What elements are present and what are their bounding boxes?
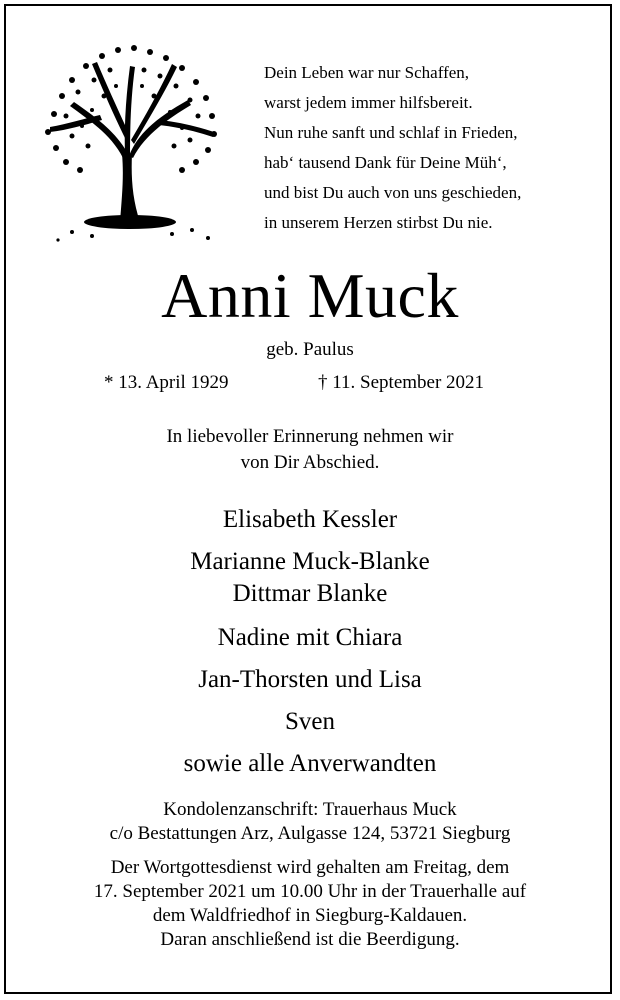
family-member: Nadine mit Chiara (217, 624, 403, 651)
service-line: Daran anschließend ist die Beerdigung. (160, 929, 460, 950)
family-member: Sven (285, 708, 335, 735)
poem-line: und bist Du auch von uns geschieden, (264, 183, 522, 202)
poem-line: hab‘ tausend Dank für Deine Müh‘, (264, 153, 507, 172)
birth-date: * 13. April 1929 (104, 372, 229, 393)
poem-line: Nun ruhe sanft und schlaf in Frieden, (264, 123, 518, 142)
maiden-name: geb. Paulus (266, 339, 354, 360)
deceased-name: Anni Muck (161, 260, 459, 331)
poem-line: Dein Leben war nur Schaffen, (264, 63, 470, 82)
poem (264, 58, 594, 238)
poem-line: warst jedem immer hilfsbereit. (264, 93, 473, 112)
condolence-line: Kondolenzanschrift: Trauerhaus Muck (163, 799, 457, 820)
service-line: Der Wortgottesdienst wird gehalten am Freitag, dem (110, 857, 510, 878)
family-member: Elisabeth Kessler (222, 506, 398, 533)
service-line: 17. September 2021 um 10.00 Uhr in der Trauerhalle auf (93, 881, 527, 902)
service-line: dem Waldfriedhof in Siegburg-Kaldauen. (152, 905, 468, 926)
farewell-line: In liebevoller Erinnerung nehmen wir (166, 426, 454, 447)
family-member: Dittmar Blanke (232, 580, 388, 607)
farewell-line: von Dir Abschied. (240, 452, 380, 473)
condolence-line: c/o Bestattungen Arz, Aulgasse 124, 53721 Siegburg (109, 823, 511, 844)
poem-line: in unserem Herzen stirbst Du nie. (264, 213, 493, 232)
family-member: Jan-Thorsten und Lisa (198, 666, 422, 693)
family-member: Marianne Muck-Blanke (190, 548, 430, 575)
family-member: sowie alle Anverwandten (183, 750, 437, 777)
tree-icon (32, 36, 228, 248)
death-date: † 11. September 2021 (318, 372, 485, 393)
